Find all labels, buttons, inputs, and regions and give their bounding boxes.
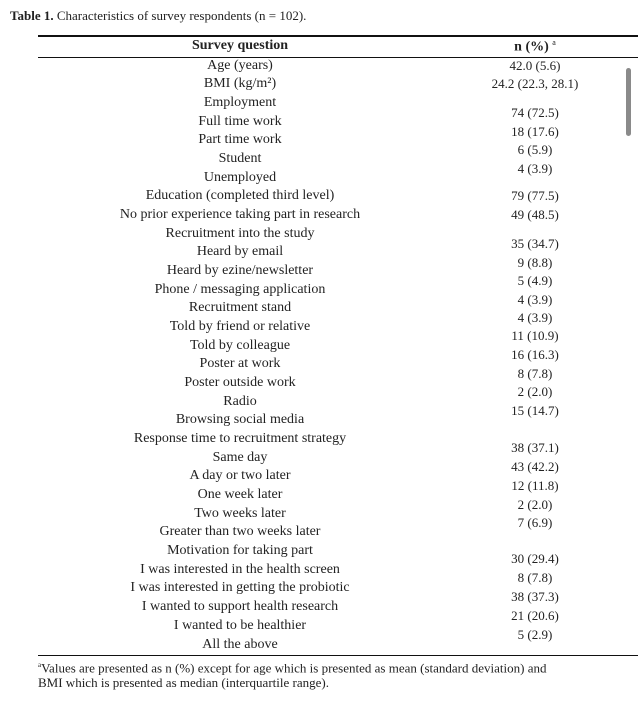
survey-question-cell: Told by friend or relative [169,319,311,334]
survey-question-cell: Employment [203,95,277,110]
survey-question-cell: All the above [202,637,278,652]
survey-question-cell: Age (years) [207,58,273,73]
value-cell: 74 (72.5) [511,105,559,120]
survey-question-cell: I wanted to be healthier [173,618,307,633]
value-cell: 9 (8.8) [517,255,553,270]
survey-question-cell: Motivation for taking part [167,543,313,558]
value-cell: 35 (34.7) [511,236,559,251]
value-cell: 21 (20.6) [511,608,559,623]
survey-question-cell: Education (completed third level) [145,188,335,203]
column-header-value [480,38,590,56]
value-cell: 49 (48.5) [511,207,559,222]
survey-question-cell: Same day [212,450,268,465]
table-title: Characteristics of survey respondents (n = 102). [56,8,307,23]
survey-question-cell: Part time work [198,132,282,147]
table-footnote-line1 [38,657,546,676]
table-top-rule [38,35,638,37]
value-cell: 30 (29.4) [511,551,559,566]
survey-question-cell: Phone / messaging application [154,282,326,297]
value-cell: 38 (37.1) [511,440,559,455]
value-cell: 11 (10.9) [511,328,559,343]
value-cell: 6 (5.9) [517,142,553,157]
value-cell: 2 (2.0) [517,497,553,512]
survey-question-cell: Told by colleague [189,338,291,353]
value-cell: 5 (4.9) [517,273,553,288]
value-cell: 24.2 (22.3, 28.1) [491,76,579,91]
value-cell: 7 (6.9) [517,515,553,530]
value-cell: 42.0 (5.6) [509,58,561,73]
value-cell: 2 (2.0) [517,384,553,399]
value-cell: 15 (14.7) [511,403,559,418]
survey-question-cell: Recruitment into the study [165,226,315,241]
survey-question-cell: I was interested in the health screen [140,562,340,577]
table-caption [10,8,306,24]
value-cell: 79 (77.5) [511,188,559,203]
survey-question-cell: Student [218,151,262,166]
value-cell: 5 (2.9) [517,627,553,642]
survey-question-cell: I was interested in getting the probiotic [130,580,350,595]
value-cell: 12 (11.8) [511,478,559,493]
survey-question-cell: Recruitment stand [188,300,292,315]
column-header-value-footnote-mark: a [552,38,556,47]
survey-question-cell: Heard by ezine/newsletter [166,263,314,278]
column-header-question: Survey question [191,38,289,53]
survey-question-cell: Radio [223,394,257,409]
value-cell: 4 (3.9) [517,310,553,325]
table-label: Table 1. [10,8,54,23]
survey-question-cell: Response time to recruitment strategy [133,431,347,446]
survey-question-cell: No prior experience taking part in research [119,207,361,222]
survey-question-cell: A day or two later [189,468,291,483]
column-header-value-label: n (%) [514,39,549,55]
value-cell: 43 (42.2) [511,459,559,474]
footnote-mark: a [38,661,42,669]
survey-question-cell: Browsing social media [175,412,305,427]
value-cell: 8 (7.8) [517,366,553,381]
value-cell: 4 (3.9) [517,161,553,176]
survey-question-cell: Full time work [198,114,282,129]
value-cell: 16 (16.3) [511,347,559,362]
survey-question-cell: I wanted to support health research [141,599,339,614]
value-cell: 4 (3.9) [517,292,553,307]
survey-question-cell: Poster at work [199,356,281,371]
footnote-text-1: Values are presented as n (%) except for age which is presented as mean (standard deviation) and [41,660,547,676]
survey-question-cell: One week later [197,487,283,502]
survey-question-cell: Greater than two weeks later [159,524,321,539]
survey-question-cell: BMI (kg/m²) [203,76,277,91]
value-cell: 18 (17.6) [511,124,559,139]
survey-question-cell: Heard by email [196,244,284,259]
table-footnote-line2: BMI which is presented as median (interquartile range). [38,675,329,690]
survey-question-cell: Unemployed [203,170,277,185]
vertical-scrollbar[interactable] [626,68,631,136]
survey-question-cell: Poster outside work [184,375,296,390]
value-cell: 8 (7.8) [517,570,553,585]
value-cell: 38 (37.3) [511,589,559,604]
survey-question-cell: Two weeks later [194,506,286,521]
